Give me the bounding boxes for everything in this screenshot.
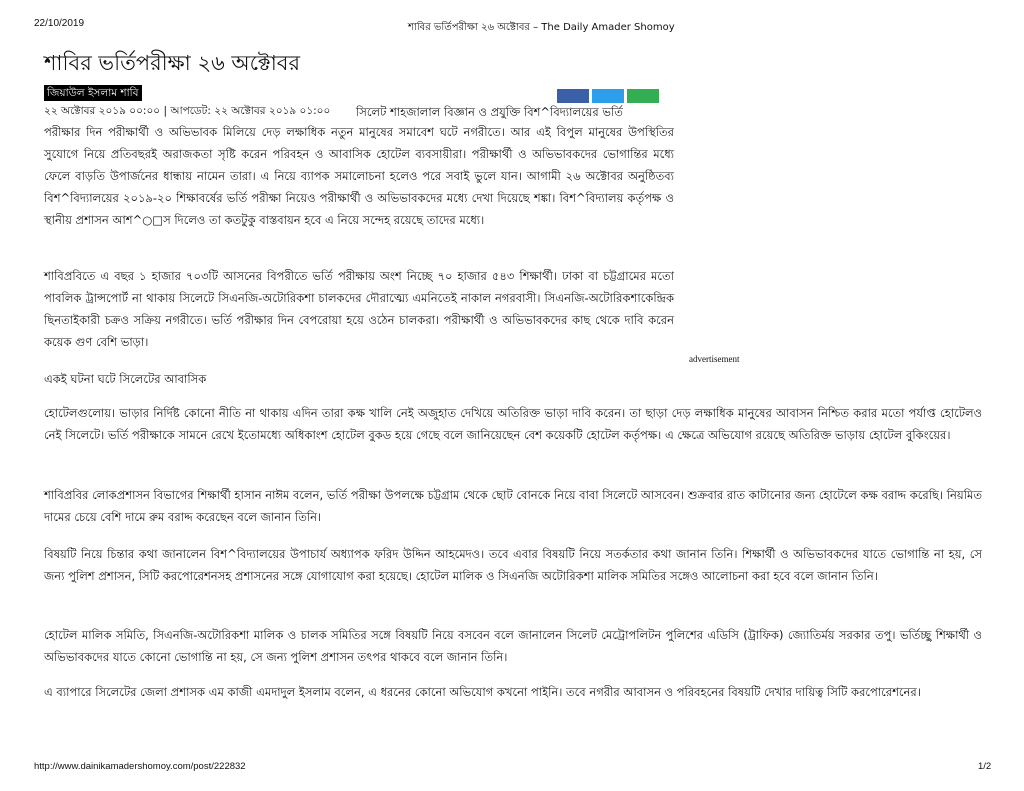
print-date: 22/10/2019 xyxy=(34,18,85,29)
lead-paragraph-first-line: সিলেট শাহজালাল বিজ্ঞান ও প্রযুক্তি বিশ^বিদ্যালয়ের ভর্তি xyxy=(356,105,623,119)
body-paragraph-7: হোটেল মালিক সমিতি, সিএনজি-অটোরিকশা মালিক ও চালক সমিতির সঙ্গে বিষয়টি নিয়ে বসবেন বলে জানালেন সিলেট মেট্রোপলিটন পুলিশের এডিসি (ট্রাফিক) জ্যোতির্ময় সরকার তপু। ভর্তিচ্ছু শিক্ষার্থী ও অভিভাবকদের যাতে কোনো ভোগান্তি না হয়, সে জন্য পুলিশ প্রশাসন তৎপর থাকবে বলে জানান তিনি। xyxy=(44,628,982,664)
author-name[interactable]: জিয়াউল ইসলাম শাবি xyxy=(44,85,142,101)
article-title: শাবির ভর্তিপরীক্ষা ২৬ অক্টোবর xyxy=(44,51,301,75)
publish-dates: ২২ অক্টোবর ২০১৯ ০০:০০ | আপডেট: ২২ অক্টোবর ২০১৯ ০১:০০ xyxy=(44,105,331,117)
body-paragraph-2: শাবিপ্রবিতে এ বছর ১ হাজার ৭০৩টি আসনের বিপরীতে ভর্তি পরীক্ষায় অংশ নিচ্ছে ৭০ হাজার ৫৪৩ শিক্ষার্থী। ঢাকা বা চট্টগ্রামের মতো পাবলিক ট্রান্সপোর্ট না থাকায় সিলেটে সিএনজি-অটোরিকশা চালকদের দৌরাত্ম্যে এমনিতেই নাকাল নগরবাসী। সিএনজি-অটোরিকশাকেন্দ্রিক ছিনতাইকারী চক্রও সক্রিয় নগরীতে। ভর্তি পরীক্ষার দিন বেপরোয়া হয়ে ওঠেন চালকরা। পরীক্ষার্থী ও অভিভাবকদের কাছ থেকে দাবি করেন কয়েক গুণ বেশি ভাড়া। xyxy=(44,269,674,349)
body-paragraph-8: এ ব্যাপারে সিলেটের জেলা প্রশাসক এম কাজী এমদাদুল ইসলাম বলেন, এ ধরনের কোনো অভিযোগ কখনো পাইনি। তবে নগরীর আবাসন ও পরিবহনের বিষয়টি দেখার দায়িত্ব সিটি করপোরেশনের। xyxy=(44,685,921,699)
body-paragraph-6: বিষয়টি নিয়ে চিন্তার কথা জানালেন বিশ^বিদ্যালয়ের উপাচার্য অধ্যাপক ফরিদ উদ্দিন আহমেদও। তবে এবার বিষয়টি নিয়ে সতর্কতার কথা জানান তিনি। শিক্ষার্থী ও অভিভাবকদের যাতে ভোগান্তি না হয়, সে জন্য পুলিশ প্রশাসন, সিটি করপোরেশনসহ প্রশাসনের সঙ্গে যোগাযোগ করা হয়েছে। হোটেল মালিক ও সিএনজি অটোরিকশা মালিক সমিতির সঙ্গেও আলোচনা করা হবে বলে জানান তিনি। xyxy=(44,547,982,583)
facebook-share-button[interactable] xyxy=(557,89,589,103)
lead-paragraph: পরীক্ষার দিন পরীক্ষার্থী ও অভিভাবক মিলিয়ে দেড় লক্ষাধিক নতুন মানুষের সমাবেশ ঘটে নগরীতে। আর এই বিপুল মানুষের উপস্থিতির সুযোগে নিয়ে প্রতিবছরই অরাজকতা সৃষ্টি করেন পরিবহন ও আবাসিক হোটেল ব্যবসায়ীরা। পরীক্ষার্থী ও অভিভাবকদের ভোগান্তির মধ্যে ফেলে বাড়তি উপার্জনের ধান্ধায় নামেন তারা। এ নিয়ে ব্যাপক সমালোচনা হলেও পরে সবাই ভুলে যান। আগামী ২৬ অক্টোবর অনুষ্ঠিতব্য বিশ^বিদ্যালয়ের ২০১৯-২০ শিক্ষাবর্ষের ভর্তি পরীক্ষা নিয়েও পরীক্ষার্থী ও অভিভাবকদের মধ্যে দেখা দিয়েছে শঙ্কা। বিশ^বিদ্যালয় কর্তৃপক্ষ ও স্থানীয় প্রশাসন আশ^○□স দিলেও তা কতটুকু বাস্তবায়ন হবে এ নিয়ে সন্দেহ রয়েছে তাদের মধ্যে। xyxy=(44,125,674,227)
twitter-share-button[interactable] xyxy=(592,89,624,103)
whatsapp-share-button[interactable] xyxy=(627,89,659,103)
print-url: http://www.dainikamadershomoy.com/post/222832 xyxy=(34,761,246,772)
body-paragraph-3: একই ঘটনা ঘটে সিলেটের আবাসিক xyxy=(44,372,207,386)
body-paragraph-5: শাবিপ্রবির লোকপ্রশাসন বিভাগের শিক্ষার্থী হাসান নাঈম বলেন, ভর্তি পরীক্ষা উপলক্ষে চট্টগ্রাম থেকে ছোট বোনকে নিয়ে বাবা সিলেটে আসবেন। শুক্রবার রাত কাটানোর জন্য হোটেলে কক্ষ বরাদ্দ করেছি। নিয়মিত দামের চেয়ে বেশি দামে রুম বরাদ্দ করেছেন বলে জানান তিনি। xyxy=(44,488,982,524)
print-page-title: শাবির ভর্তিপরীক্ষা ২৬ অক্টোবর – The Daily Amader Shomoy xyxy=(408,22,675,33)
advertisement-label: advertisement xyxy=(689,354,740,364)
body-paragraph-4: হোটেলগুলোয়। ভাড়ার নির্দিষ্ট কোনো নীতি না থাকায় এদিন তারা কক্ষ খালি নেই অজুহাত দেখিয়ে অতিরিক্ত ভাড়া দাবি করেন। তা ছাড়া দেড় লক্ষাধিক মানুষের আবাসন নিশ্চিত করার মতো পর্যাপ্ত হোটেলও নেই সিলেটে। ভর্তি পরীক্ষাকে সামনে রেখে ইতোমধ্যে অধিকাংশ হোটেল বুকড হয়ে গেছে বলে জানিয়েছেন বেশ কয়েকটি হোটেল কর্তৃপক্ষ। এ ক্ষেত্রে অভিযোগ রয়েছে অতিরিক্ত ভাড়ায় হোটেল বুকিংয়ের। xyxy=(44,406,982,442)
page-number: 1/2 xyxy=(978,761,992,772)
